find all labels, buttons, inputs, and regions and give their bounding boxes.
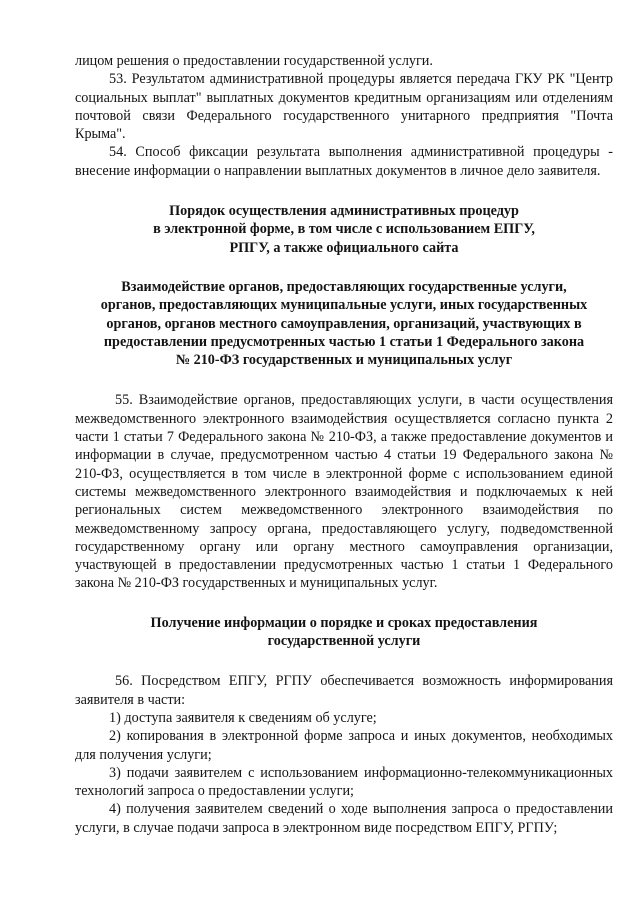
paragraph-55: 55. Взаимодействие органов, предоставляющих услуги, в части осуществления межведомственного электронного взаимодействия осуществляется согласно пункта 2 части 1 статьи 7 Федерального закона № 210-ФЗ, а также предоставление документов и информации в случае, предусмотренном частью 4 статьи 19 Федерального закона № 210-ФЗ, осуществляется в том числе в электронной форме с использованием единой системы межведомственного электронного взаимодействия и подключаемых к ней региональных систем межведомственного электронного взаимодействия по межведомственному запросу органа, предоставляющего услугу, подведомственной государственному органу или органу местного самоуправления организации, участвующей в предоставлении предусмотренных частью 1 статьи 1 Федерального закона № 210-ФЗ государственных и муниципальных услуг. [75,392,613,592]
heading-line: в электронной форме, в том числе с использованием ЕПГУ, [153,221,535,238]
heading-line: № 210-ФЗ государственных и муниципальных услуг [175,352,513,369]
section-heading-electronic-procedures [75,202,613,257]
paragraph-54: 54. Способ фиксации результата выполнения административной процедуры - внесение информации о направлении выплатных документов в личное дело заявителя. [75,144,613,179]
document-page [75,52,613,837]
list-item-3: 3) подачи заявителем с использованием информационно-телекоммуникационных технологий запроса о предоставлении услуги; [75,764,613,800]
heading-line: органов, органов местного самоуправления, организаций, участвующих в [106,315,582,332]
heading-line: РПГУ, а также официального сайта [229,239,459,256]
section-heading-information [75,614,613,651]
heading-line: Получение информации о порядке и сроках предоставления [150,614,538,631]
heading-line: предоставлении предусмотренных частью 1 статьи 1 Федерального закона [103,333,585,350]
list-item-2: 2) копирования в электронной форме запроса и иных документов, необходимых для получения услуги; [75,728,613,763]
paragraph-56: 56. Посредством ЕПГУ, РГПУ обеспечивается возможность информирования заявителя в части: [75,673,613,708]
heading-line: органов, предоставляющих муниципальные услуги, иных государственных [100,297,588,314]
list-item-4: 4) получения заявителем сведений о ходе выполнения запроса о предоставлении услуги, в случае подачи запроса в электронном виде посредством ЕПГУ, РГПУ; [75,801,613,836]
continuation-line: лицом решения о предоставлении государственной услуги. [75,53,433,69]
heading-line: государственной услуги [267,633,421,650]
list-item-1: 1) доступа заявителя к сведениям об услуге; [109,709,377,726]
heading-line: Порядок осуществления административных процедур [169,203,519,220]
heading-line: Взаимодействие органов, предоставляющих государственные услуги, [121,278,567,295]
paragraph-53: 53. Результатом административной процедуры является передача ГКУ РК "Центр социальных выплат" выплатных документов кредитным организациям или отделениям почтовой связи Федерального государственного унитарного предприятия "Почта Крыма". [75,71,613,143]
section-heading-interaction [75,278,613,369]
